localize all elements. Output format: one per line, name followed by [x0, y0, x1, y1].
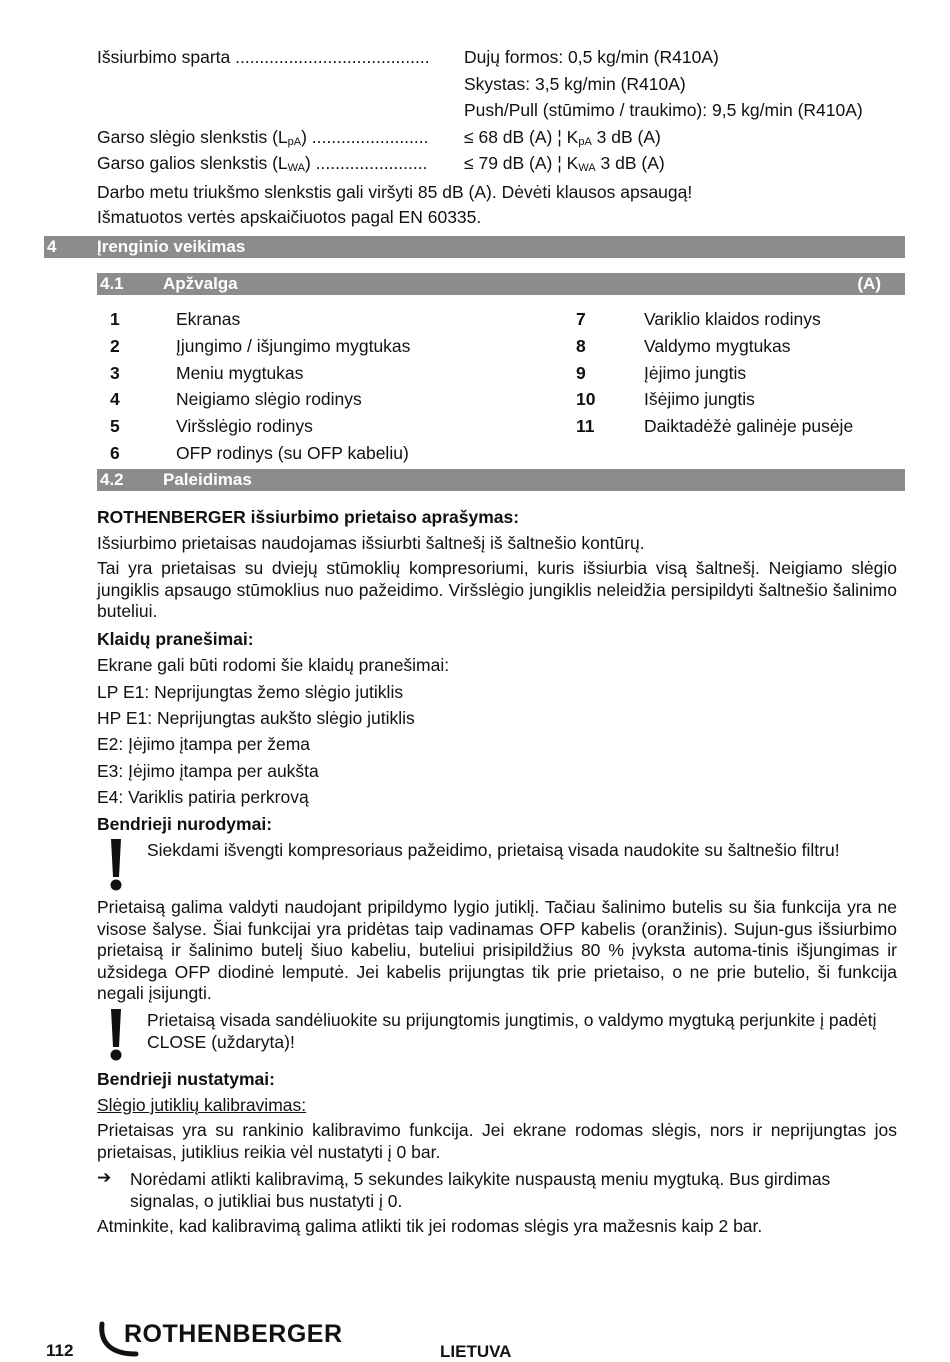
section-4-2-header	[97, 469, 905, 491]
exclamation-icon	[108, 1009, 124, 1061]
arrow-icon: ➔	[97, 1168, 112, 1188]
brand-name: ROTHENBERGER	[124, 1320, 343, 1348]
section-number: 4.2	[100, 470, 124, 489]
calibration-heading: Slėgio jutiklių kalibravimas:	[97, 1095, 307, 1115]
list-item: E4: Variklis patiria perkrovą	[97, 787, 309, 807]
desc-heading: ROTHENBERGER išsiurbimo prietaiso aprašymas:	[97, 507, 520, 527]
spec-sound-power-label: Garso galios slenkstis $(L_{WA})$ .......................	[97, 153, 428, 174]
settings-heading: Bendrieji nustatymai:	[97, 1069, 275, 1089]
errors-intro: Ekrane gali būti rodomi šie klaidų pranešimai:	[97, 655, 450, 675]
section-number: 4.1	[100, 274, 124, 293]
section-4-header	[44, 236, 905, 258]
noise-note: Darbo metu triukšmo slenkstis gali viršyti 85 dB (A). Dėvėti klausos apsaugą!	[97, 182, 693, 202]
desc-paragraph-1: Išsiurbimo prietaisas naudojamas išsiurbti šaltnešį iš šaltnešio kontūrų.	[97, 533, 645, 553]
brand-logo	[96, 1318, 356, 1362]
calibration-paragraph: Prietaisas yra su rankinio kalibravimo funkcija. Jei ekrane rodomas slėgis, nors ir neprijungtas jos prietaisas, jutiklius reikia vėl nustatyti į 0 bar.	[97, 1120, 897, 1162]
spec-sound-pressure-label: Garso slėgio slenkstis $(L_{pA})$ ........................	[97, 127, 429, 148]
general-heading: Bendrieji nurodymai:	[97, 814, 273, 834]
country-label: LIETUVA	[440, 1342, 512, 1361]
warning-text-1: Siekdami išvengti kompresoriaus pažeidimo, prietaisą visada naudokite su šaltnešio filtru!	[147, 840, 840, 860]
list-item: HP E1: Neprijungtas aukšto slėgio jutiklis	[97, 708, 415, 728]
section-4-1-header	[97, 273, 905, 295]
spec-sound-pressure-value: ≤ 68 dB (A) ¦ $K_{pA}$ 3 dB (A)	[464, 127, 661, 148]
spec-suction-gas: Dujų formos: 0,5 kg/min (R410A)	[464, 47, 719, 67]
spec-sound-power-value: ≤ 79 dB (A) ¦ $K_{WA}$ 3 dB (A)	[464, 153, 665, 174]
section-number: 4	[47, 237, 57, 256]
list-item: E3: Įėjimo įtampa per aukšta	[97, 761, 319, 781]
calibration-note: Atminkite, kad kalibravimą galima atlikti tik jei rodomas slėgis yra mažesnis kaip 2 bar.	[97, 1216, 763, 1236]
spec-suction-label: Išsiurbimo sparta ........................................	[97, 47, 430, 67]
warning-text-2: Prietaisą visada sandėliuokite su prijungtomis jungtimis, o valdymo mygtuką perjunkite į padėtį CLOSE (uždaryta)!	[147, 1010, 877, 1052]
measure-note: Išmatuotos vertės apskaičiuotos pagal EN 60335.	[97, 207, 482, 227]
section-title: Įrenginio veikimas	[97, 237, 246, 256]
spec-suction-liquid: Skystas: 3,5 kg/min (R410A)	[464, 74, 686, 94]
page-number: 112	[46, 1341, 74, 1360]
section-title: Apžvalga	[163, 274, 238, 293]
ofp-paragraph: Prietaisą galima valdyti naudojant pripildymo lygio jutiklį. Tačiau šalinimo butelis su šia funkcija yra ne visose šalyse. Šiai funkcijai yra pridėtas taip vadinamas OFP kabelis (oranžinis). Sujun-gus išsiurbimo prietaisą ir šalinimo butelį šiuo kabeliu, buteliui prisipildžius 80 % įvyksta automa-tinis išjungimas ir užsidega OFP diodinė lemputė. Jei kabelis prijungtas tik prie prietaiso, o ne prie butelio, ši funkcija negali įsijungti.	[97, 897, 897, 1003]
exclamation-icon	[108, 839, 124, 891]
calibration-step: Norėdami atlikti kalibravimą, 5 sekundes laikykite nuspaustą meniu mygtuką. Bus girdimas signalas, o jutikliai bus nustatyti į 0.	[130, 1169, 831, 1211]
errors-heading: Klaidų pranešimai:	[97, 629, 254, 649]
list-item: E2: Įėjimo įtampa per žema	[97, 734, 311, 754]
figure-ref: (A)	[857, 274, 881, 293]
section-title: Paleidimas	[163, 470, 252, 489]
desc-paragraph-2: Tai yra prietaisas su dviejų stūmoklių kompresoriumi, kuris išsiurbia visą šaltnešį. Neigiamo slėgio jungiklis apsaugo stūmoklius nuo pažeidimo. Viršslėgio jungiklis neleidžia persipildyti šaltnešio šalinimo buteliui.	[97, 558, 897, 621]
list-item: LP E1: Neprijungtas žemo slėgio jutiklis	[97, 682, 404, 702]
spec-suction-pushpull: Push/Pull (stūmimo / traukimo): 9,5 kg/min (R410A)	[464, 100, 863, 120]
